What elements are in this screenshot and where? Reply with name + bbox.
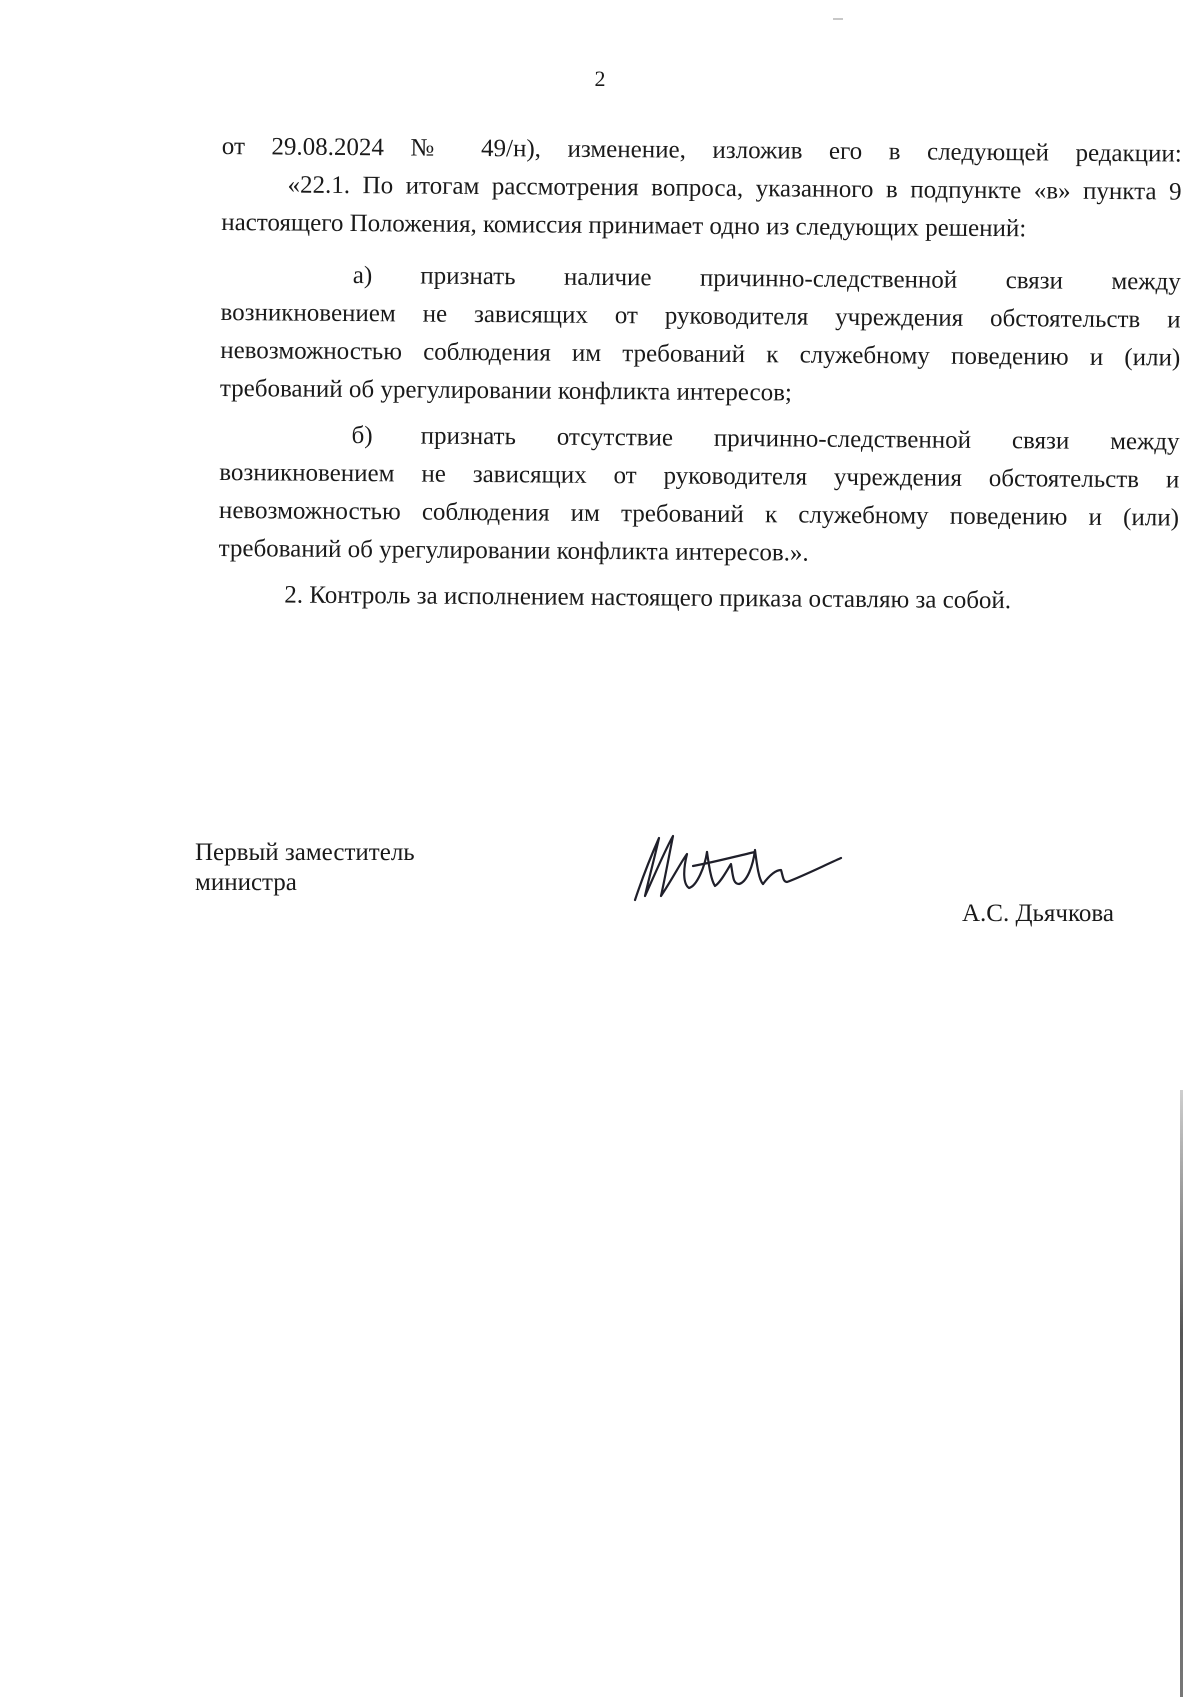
scan-speck (833, 18, 843, 20)
handwritten-signature (625, 826, 845, 906)
paragraph-clause-22-1: «22.1. По итогам рассмотрения вопроса, указанного в подпункте «в» пункта 9 настоящего Положения, комиссия принимает одно из следующих решений: (221, 171, 1182, 243)
scan-edge-shadow (1180, 1090, 1183, 1697)
signer-title-line1: Первый заместитель (195, 839, 415, 866)
signer-title-line2: министра (195, 869, 297, 896)
list-item-a-label: а) (352, 262, 373, 290)
signature-stroke-3 (763, 858, 841, 884)
signature-stroke-2 (707, 850, 763, 886)
list-item-b (219, 416, 1180, 576)
paragraph-point-2: 2. Контроль за исполнением настоящего приказа оставляю за собой. (284, 581, 1012, 615)
document-body (218, 128, 1182, 622)
list-item-a-text: признать наличие причинно-следственной связи между возникновением не зависящих от руководителя учреждения обстоятельств и невозможностью соблюдения им требований к служебному поведению и (или) требований об урегулировании конфликта интересов; (219, 262, 1181, 407)
list-item-b-text: признать отсутствие причинно-следственной связи между возникновением не зависящих от руководителя учреждения обстоятельств и невозможностью соблюдения им требований к служебному поведению и (или) требований об урегулировании конфликта интересов.». (218, 422, 1180, 567)
list-item-a (220, 256, 1181, 416)
signature-stroke-4 (693, 852, 755, 866)
page-number: 2 (594, 66, 606, 91)
signer-title (195, 838, 415, 898)
list-item-b-label: б) (351, 422, 373, 450)
signature-stroke-1 (635, 836, 707, 900)
signer-name: А.С. Дьячкова (962, 900, 1114, 927)
paragraph-continuation: от 29.08.2024 № 49/н), изменение, изложив его в следующей редакции: (221, 132, 1182, 168)
